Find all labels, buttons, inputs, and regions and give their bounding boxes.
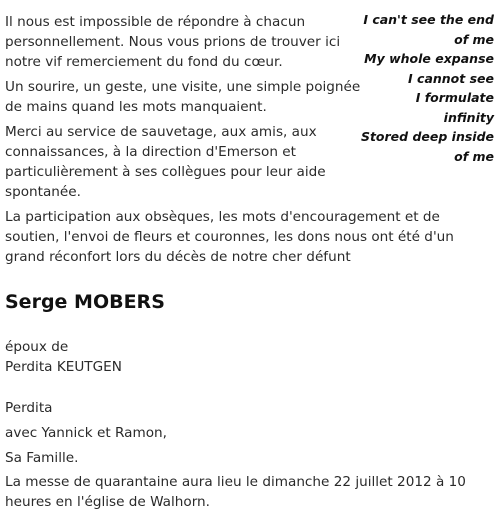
paragraph-thanks: Merci au service de sauvetage, aux amis, aux connaissances, à la direction d'Emerson et particulièrement à ses collègues pour leur aide spontanée. (5, 124, 326, 200)
poem-line: of me (454, 31, 494, 47)
mass-notice: La messe de quarantaine aura lieu le dimanche 22 juillet 2012 à 10 heures en l'église de Walhorn. (5, 474, 466, 510)
poem-line: I formulate (415, 90, 494, 105)
poem-line: of me (454, 148, 494, 164)
poem-line: I cannot see (408, 70, 494, 86)
paragraph-apology: Il nous est impossible de répondre à chacun personnellement. Nous vous prions de trouver ici notre vif remerciement du fond du cœur. (5, 14, 341, 70)
paragraph-gestures: Un sourire, un geste, une visite, une simple poignée de mains quand les mots manquaient. (5, 79, 361, 115)
poem-line: I can't see the end (363, 12, 494, 27)
paragraph-participation: La participation aux obsèques, les mots d'encouragement et de soutien, l'envoi de fleurs et couronnes, les dons nous ont été d'un grand réconfort lors du décès de notre cher défunt (5, 209, 454, 265)
poem-line: My whole expanse (364, 51, 494, 66)
poem-line: Stored deep inside (360, 129, 494, 144)
thank-you-text (5, 12, 497, 267)
signature-line: Sa Famille. (5, 450, 79, 466)
spouse-name: Perdita KEUTGEN (5, 359, 122, 375)
spouse-label: époux de (5, 339, 69, 355)
poem-line: infinity (443, 109, 494, 125)
signature-line: avec Yannick et Ramon, (5, 425, 167, 441)
signature-line: Perdita (5, 400, 53, 416)
deceased-name: Serge MOBERS (5, 291, 165, 313)
